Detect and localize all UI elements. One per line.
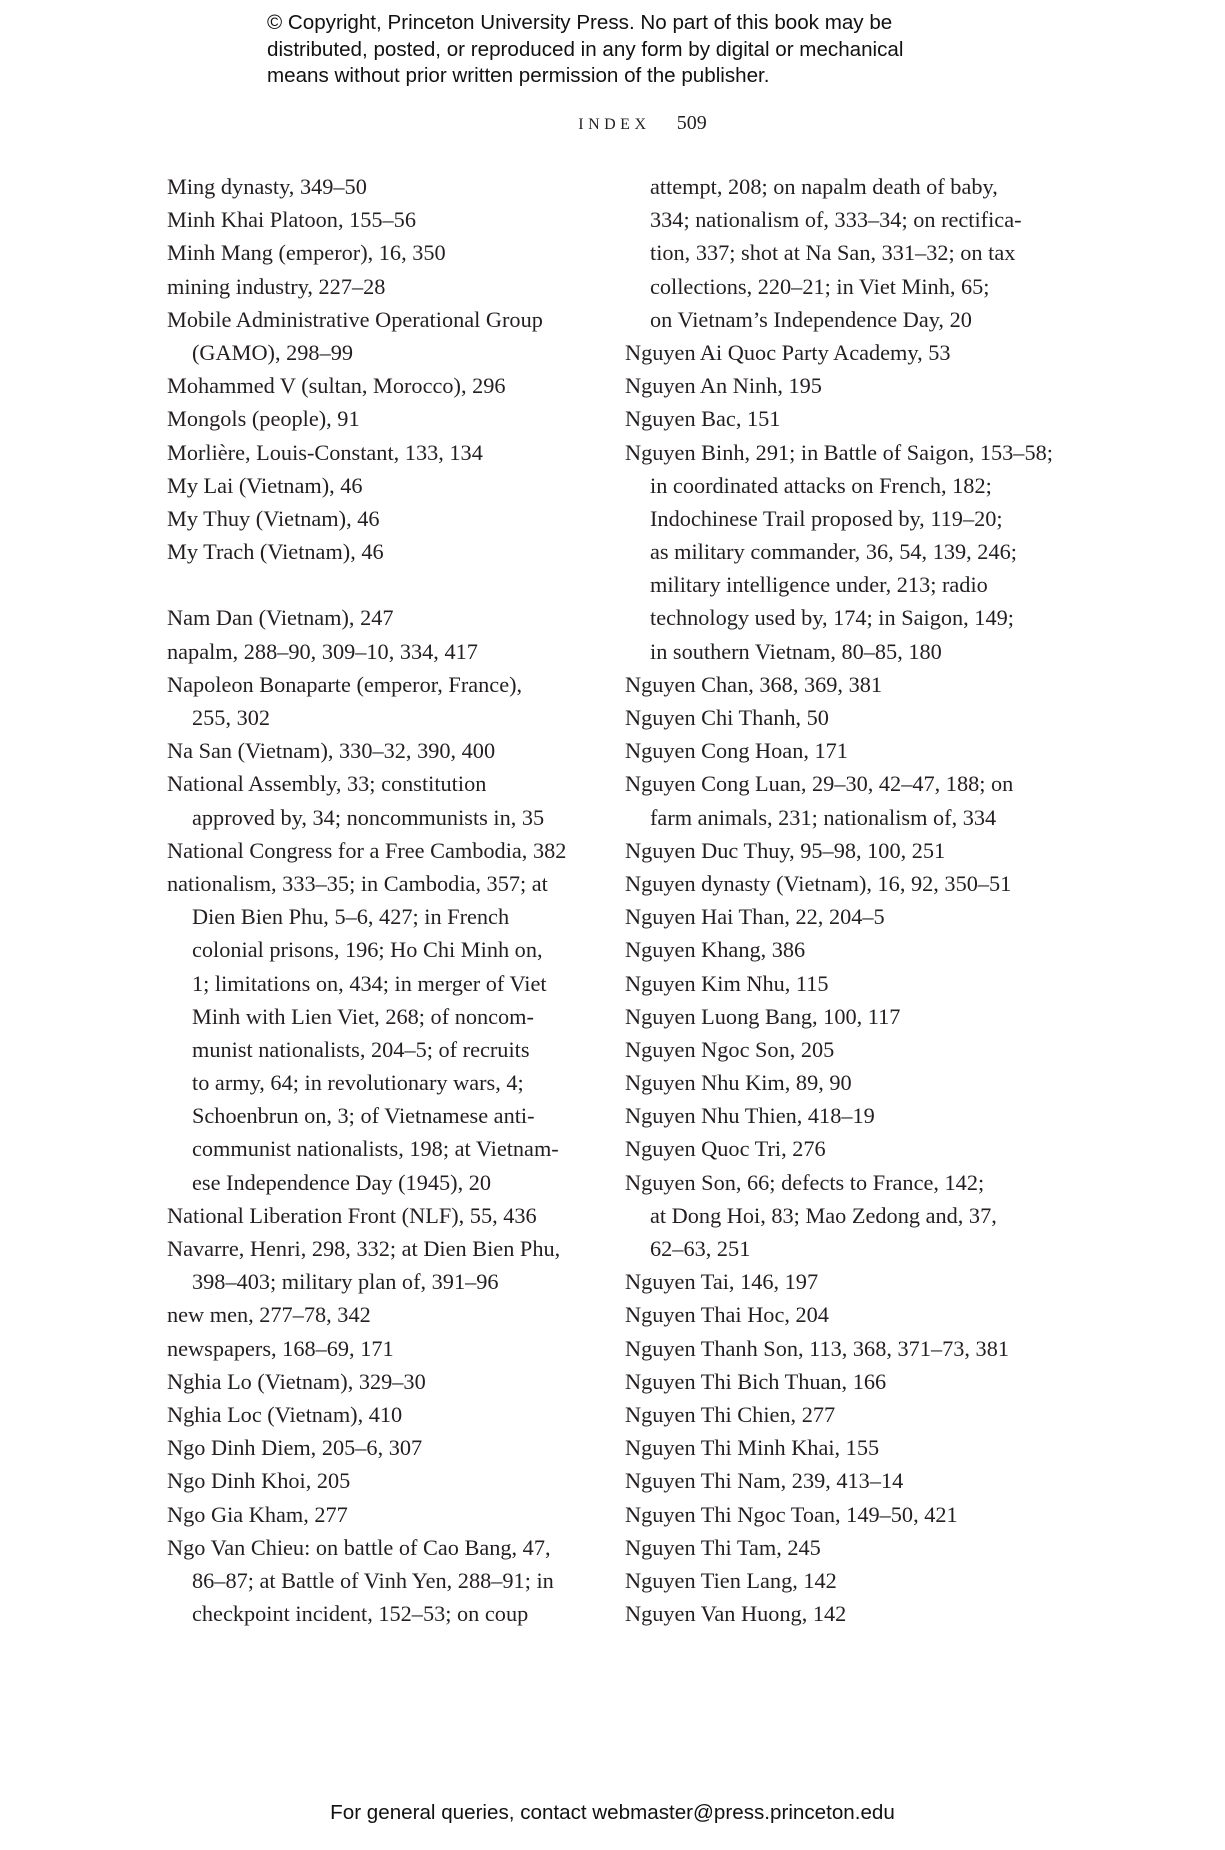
- index-entry-continuation: in coordinated attacks on French, 182;: [650, 472, 992, 498]
- index-entry: National Assembly, 33; constitution: [167, 771, 487, 797]
- index-entry-continuation: military intelligence under, 213; radio: [650, 572, 988, 598]
- page-number: 509: [676, 112, 707, 134]
- index-entry: Morlière, Louis-Constant, 133, 134: [167, 439, 483, 465]
- index-entry: Nguyen Cong Luan, 29–30, 42–47, 188; on: [625, 771, 1014, 797]
- index-entry: Nguyen Thi Chien, 277: [625, 1401, 836, 1427]
- index-entry: new men, 277–78, 342: [167, 1302, 371, 1328]
- index-entry: Na San (Vietnam), 330–32, 390, 400: [167, 738, 496, 764]
- index-entry: Nguyen Chan, 368, 369, 381: [625, 671, 883, 697]
- index-entry: Mohammed V (sultan, Morocco), 296: [167, 373, 506, 399]
- index-entry: Mobile Administrative Operational Group: [167, 306, 543, 332]
- index-entry-continuation: farm animals, 231; nationalism of, 334: [650, 804, 997, 830]
- index-entry: Nguyen Thi Ngoc Toan, 149–50, 421: [625, 1501, 958, 1527]
- index-entry: National Congress for a Free Cambodia, 382: [167, 837, 567, 863]
- index-entry: napalm, 288–90, 309–10, 334, 417: [167, 638, 478, 664]
- footer-contact: For general queries, contact webmaster@press.princeton.edu: [330, 1801, 895, 1824]
- index-entry-continuation: 255, 302: [192, 705, 271, 730]
- index-entry: Nguyen Hai Than, 22, 204–5: [625, 904, 885, 930]
- index-column-left: [167, 170, 597, 1630]
- index-entry: National Liberation Front (NLF), 55, 436: [167, 1202, 537, 1228]
- index-entry: Nghia Loc (Vietnam), 410: [167, 1401, 403, 1427]
- index-entry-continuation: on Vietnam’s Independence Day, 20: [650, 306, 972, 332]
- index-entry-continuation: technology used by, 174; in Saigon, 149;: [650, 605, 1014, 631]
- index-entry: Nguyen Thi Minh Khai, 155: [625, 1435, 880, 1461]
- index-entry-continuation: ese Independence Day (1945), 20: [192, 1169, 492, 1195]
- index-entry: Nguyen Thi Tam, 245: [625, 1534, 821, 1560]
- index-entry: Nguyen Van Huong, 142: [625, 1601, 847, 1627]
- index-entry: mining industry, 227–28: [167, 273, 386, 299]
- index-entry: Nguyen Ai Quoc Party Academy, 53: [625, 339, 951, 365]
- index-entry: Nguyen Bac, 151: [625, 406, 781, 432]
- index-entry: Ming dynasty, 349–50: [167, 174, 367, 199]
- index-entry: Ngo Dinh Khoi, 205: [167, 1468, 351, 1494]
- copyright-notice: [267, 10, 987, 90]
- index-entry-continuation: munist nationalists, 204–5; of recruits: [192, 1036, 530, 1062]
- index-entry-continuation: 334; nationalism of, 333–34; on rectifica-: [650, 207, 1022, 233]
- index-entry: Nguyen Luong Bang, 100, 117: [625, 1003, 901, 1029]
- index-entry-continuation: 86–87; at Battle of Vinh Yen, 288–91; in: [192, 1567, 554, 1593]
- index-entry: Nguyen Khang, 386: [625, 937, 806, 963]
- index-entry: Ngo Van Chieu: on battle of Cao Bang, 47,: [167, 1534, 551, 1560]
- index-entry: Nguyen Nhu Kim, 89, 90: [625, 1070, 852, 1096]
- index-entry: Nguyen An Ninh, 195: [625, 373, 822, 399]
- copyright-line: means without prior written permission of the publisher.: [267, 64, 770, 87]
- index-entry-continuation: tion, 337; shot at Na San, 331–32; on tax: [650, 240, 1016, 266]
- index-entry: Minh Mang (emperor), 16, 350: [167, 240, 446, 266]
- index-entry: My Thuy (Vietnam), 46: [167, 505, 380, 531]
- index-entry: Nguyen Thai Hoc, 204: [625, 1302, 829, 1328]
- index-entry-continuation: checkpoint incident, 152–53; on coup: [192, 1601, 529, 1627]
- index-entry: Nguyen Tien Lang, 142: [625, 1567, 837, 1593]
- index-entry-continuation: attempt, 208; on napalm death of baby,: [650, 174, 998, 199]
- index-entry-continuation: 398–403; military plan of, 391–96: [192, 1269, 499, 1295]
- index-entry: Ngo Gia Kham, 277: [167, 1501, 348, 1527]
- index-entry: My Trach (Vietnam), 46: [167, 539, 384, 565]
- index-entry: Nguyen Duc Thuy, 95–98, 100, 251: [625, 837, 946, 863]
- index-entry: Nguyen Thi Bich Thuan, 166: [625, 1368, 887, 1394]
- index-entry: Nguyen Thi Nam, 239, 413–14: [625, 1468, 904, 1494]
- index-entry: Nguyen dynasty (Vietnam), 16, 92, 350–51: [625, 870, 1012, 896]
- index-entry: Nguyen Ngoc Son, 205: [625, 1036, 835, 1062]
- index-entry: Nguyen Thanh Son, 113, 368, 371–73, 381: [625, 1335, 1009, 1361]
- copyright-line: © Copyright, Princeton University Press. No part of this book may be: [267, 11, 893, 34]
- index-entry-continuation: Indochinese Trail proposed by, 119–20;: [650, 505, 1003, 531]
- index-entry-continuation: 62–63, 251: [650, 1236, 751, 1261]
- index-entry-continuation: approved by, 34; noncommunists in, 35: [192, 804, 545, 830]
- index-entry: Ngo Dinh Diem, 205–6, 307: [167, 1435, 423, 1461]
- index-entry: newspapers, 168–69, 171: [167, 1335, 394, 1361]
- index-entry-continuation: 1; limitations on, 434; in merger of Viet: [192, 970, 547, 996]
- index-entry-continuation: in southern Vietnam, 80–85, 180: [650, 638, 942, 664]
- running-head: [0, 112, 1225, 135]
- index-entry: Nam Dan (Vietnam), 247: [167, 605, 394, 631]
- index-entry-continuation: Schoenbrun on, 3; of Vietnamese anti-: [192, 1103, 535, 1129]
- index-entry: Nghia Lo (Vietnam), 329–30: [167, 1368, 426, 1394]
- index-entry-continuation: communist nationalists, 198; at Vietnam-: [192, 1136, 559, 1162]
- index-entry: Nguyen Chi Thanh, 50: [625, 705, 829, 730]
- index-entry-continuation: to army, 64; in revolutionary wars, 4;: [192, 1070, 524, 1096]
- index-entry: Nguyen Kim Nhu, 115: [625, 970, 829, 996]
- index-entry: Napoleon Bonaparte (emperor, France),: [167, 671, 523, 697]
- index-entry: Navarre, Henri, 298, 332; at Dien Bien Phu,: [167, 1236, 561, 1261]
- index-entry: nationalism, 333–35; in Cambodia, 357; at: [167, 870, 548, 896]
- index-entry: Nguyen Binh, 291; in Battle of Saigon, 153–58;: [625, 439, 1053, 465]
- index-entry: Minh Khai Platoon, 155–56: [167, 207, 416, 233]
- copyright-line: distributed, posted, or reproduced in any form by digital or mechanical: [267, 37, 904, 61]
- index-entry-continuation: as military commander, 36, 54, 139, 246;: [650, 539, 1017, 565]
- index-entry-continuation: Minh with Lien Viet, 268; of noncom-: [192, 1003, 534, 1029]
- index-entry-continuation: colonial prisons, 196; Ho Chi Minh on,: [192, 937, 543, 963]
- index-entry-continuation: Dien Bien Phu, 5–6, 427; in French: [192, 904, 510, 930]
- letter-group-separator: [167, 568, 597, 601]
- index-entry-continuation: collections, 220–21; in Viet Minh, 65;: [650, 273, 990, 299]
- section-label: INDEX: [578, 116, 651, 133]
- index-entry: Nguyen Son, 66; defects to France, 142;: [625, 1169, 985, 1195]
- index-column-right: [625, 170, 1055, 1630]
- index-entry: Mongols (people), 91: [167, 406, 360, 432]
- index-entry: My Lai (Vietnam), 46: [167, 472, 363, 498]
- index-entry-continuation: at Dong Hoi, 83; Mao Zedong and, 37,: [650, 1202, 997, 1228]
- index-entry: Nguyen Cong Hoan, 171: [625, 738, 848, 764]
- index-entry-continuation: (GAMO), 298–99: [192, 339, 354, 365]
- index-entry: Nguyen Nhu Thien, 418–19: [625, 1103, 875, 1129]
- index-entry: Nguyen Quoc Tri, 276: [625, 1136, 826, 1162]
- index-entry: Nguyen Tai, 146, 197: [625, 1269, 819, 1295]
